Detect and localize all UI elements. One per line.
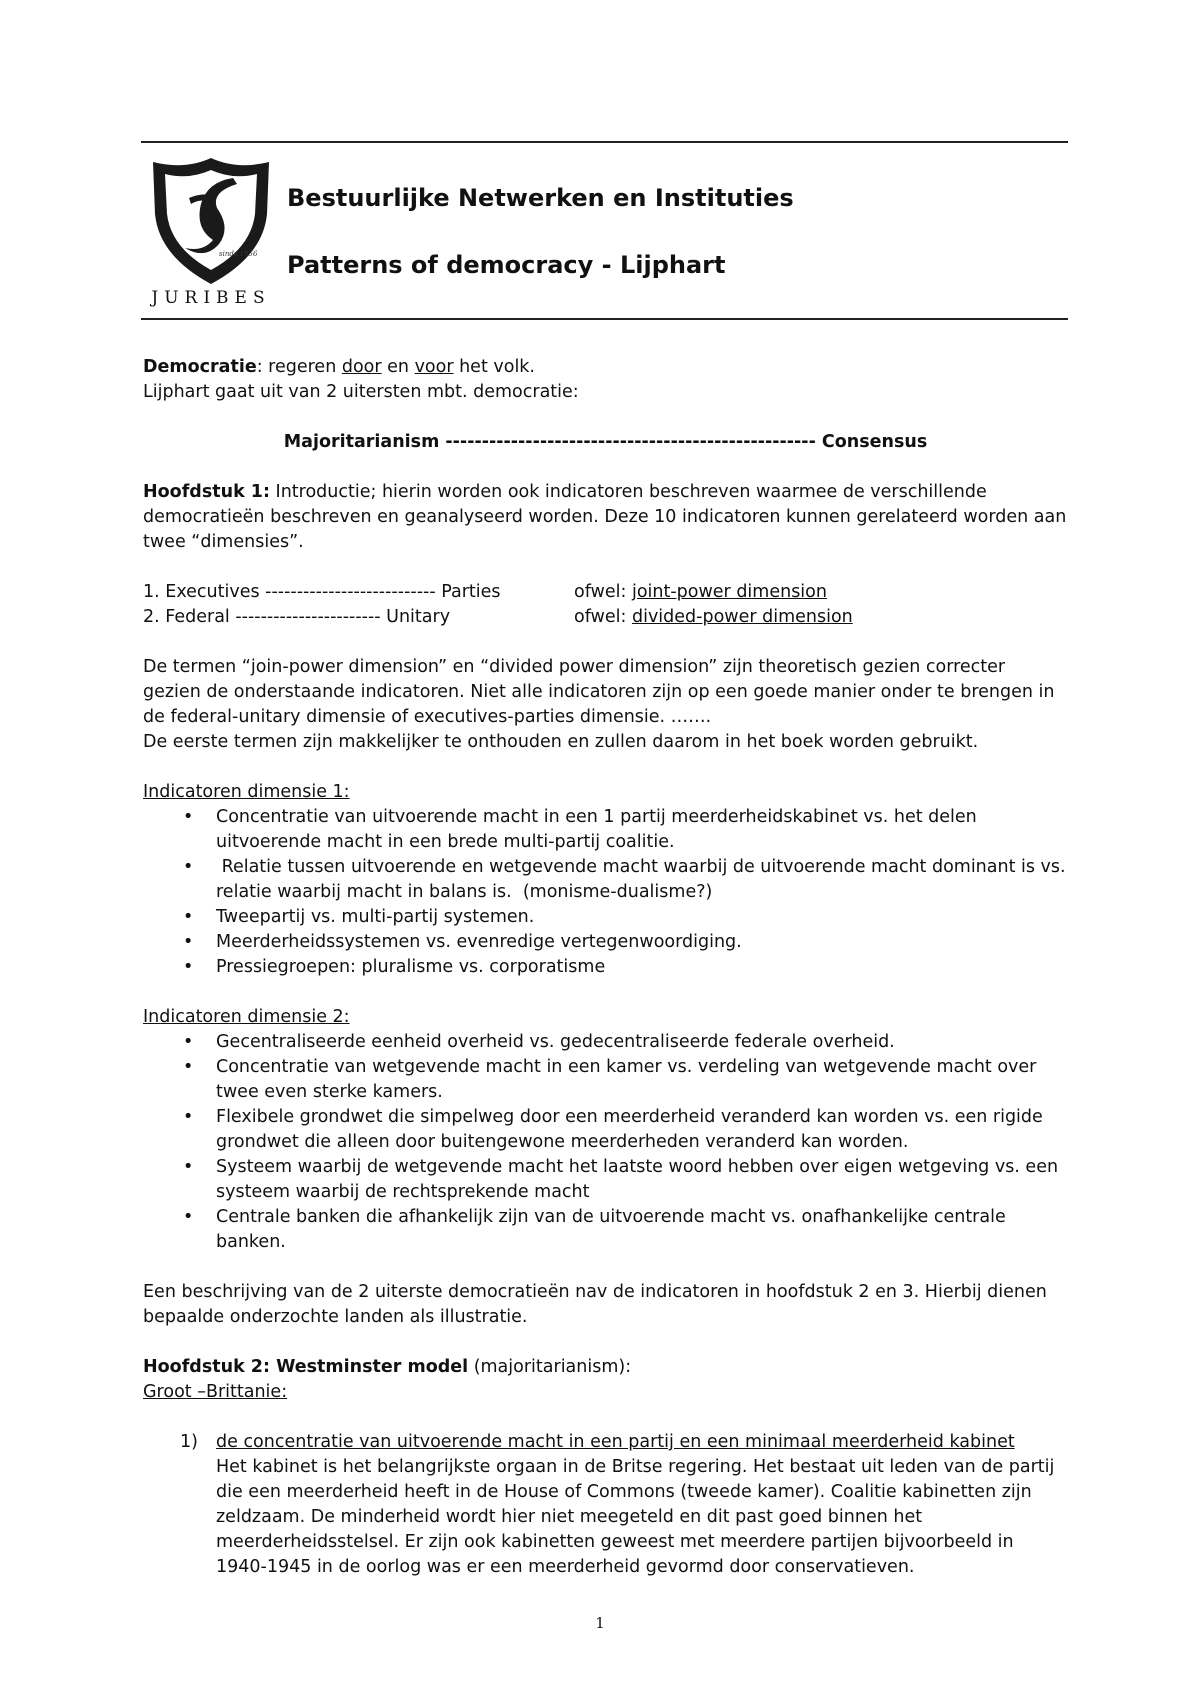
list-item: • Pressiegroepen: pluralisme vs. corporatisme xyxy=(143,955,1068,980)
bullet-icon: • xyxy=(183,1057,194,1077)
list-item: • Concentratie van wetgevende macht in een kamer vs. verdeling van wetgevende macht over twee even sterke kamers. xyxy=(183,1057,1037,1102)
list-item: • Centrale banken die afhankelijk zijn van de uitvoerende macht vs. onafhankelijke centrale banken. xyxy=(183,1207,1006,1252)
list-item: • Systeem waarbij de wetgevende macht het laatste woord hebben over eigen wetgeving vs. een systeem waarbij de rechtsprekende macht xyxy=(183,1157,1059,1202)
dimension-row-1: 1. Executives --------------------------- Parties ofwel: joint-power dimension xyxy=(143,582,827,602)
document-body xyxy=(143,355,1072,1580)
list-item: • Gecentraliseerde eenheid overheid vs. gedecentraliseerde federale overheid. xyxy=(143,1030,1068,1055)
list-item: • Concentratie van uitvoerende macht in een 1 partij meerderheidskabinet vs. het delen uitvoerende macht in een brede multi-partij coalitie. xyxy=(183,807,977,852)
document-subtitle: Patterns of democracy - Lijphart xyxy=(287,251,726,279)
list-item: • Flexibele grondwet die simpelweg door een meerderheid veranderd kan worden vs. een rigide grondwet die alleen door buitengewone meerderheden veranderd kan worden. xyxy=(183,1107,1043,1152)
list-item: • Relatie tussen uitvoerende en wetgevende macht waarbij de uitvoerende macht dominant is vs. relatie waarbij macht in balans is. (monisme-dualisme?) xyxy=(183,857,1072,902)
chapter-2-heading: Hoofdstuk 2: Westminster model (majoritarianism): xyxy=(143,1357,632,1377)
svg-text:JURIBES: JURIBES xyxy=(151,288,271,308)
item-number: 1) xyxy=(180,1432,198,1452)
dimension-row-2: 2. Federal ----------------------- Unitary ofwel: divided-power dimension xyxy=(143,607,853,627)
page-number: 1 xyxy=(595,1614,605,1632)
democracy-spectrum: Majoritarianism --------------------------------------------------- Consensus xyxy=(283,432,928,452)
divided-power-term: divided-power dimension xyxy=(631,607,853,627)
header-bottom-rule xyxy=(141,318,1068,320)
bullet-icon: • xyxy=(183,957,194,977)
bullet-icon: • xyxy=(183,1107,194,1127)
joint-power-term: joint-power dimension xyxy=(631,582,827,602)
indicators-2-heading: Indicatoren dimensie 2: xyxy=(143,1007,350,1027)
indicators-1-heading: Indicatoren dimensie 1: xyxy=(143,782,350,802)
democratie-definition: Democratie: regeren door en voor het volk. xyxy=(143,357,535,377)
list-item xyxy=(143,1430,1068,1580)
lijphart-intro: Lijphart gaat uit van 2 uitersten mbt. democratie: xyxy=(143,382,579,402)
document-title: Bestuurlijke Netwerken en Instituties xyxy=(287,184,794,212)
chapter-1-paragraph: Hoofdstuk 1: Introductie; hierin worden ook indicatoren beschreven waarmee de verschillende democratieën beschreven en geanalyseerd worden. Deze 10 indicatoren kunnen gerelateerd worden aan twee “dimensies”. xyxy=(143,482,1067,552)
bullet-icon: • xyxy=(183,1157,194,1177)
country-heading: Groot –Brittanie: xyxy=(143,1382,288,1402)
item-title: de concentratie van uitvoerende macht in een partij en een minimaal meerderheid kabinet xyxy=(216,1432,1015,1452)
terms-paragraph: De termen “join-power dimension” en “divided power dimension” zijn theoretisch gezien correcter gezien de onderstaande indicatoren. Niet alle indicatoren zijn op een goede manier onder te brengen in de federal-unitary dimensie of executives-parties dimensie. ……. xyxy=(143,657,1055,727)
terms-note: De eerste termen zijn makkelijker te onthouden en zullen daarom in het boek worden gebruikt. xyxy=(143,732,979,752)
bullet-icon: • xyxy=(183,1207,194,1227)
svg-text:sinds 1956: sinds 1956 xyxy=(219,250,258,258)
list-item: • Tweepartij vs. multi-partij systemen. xyxy=(143,905,1068,930)
header-top-rule xyxy=(141,141,1068,143)
juribes-logo xyxy=(145,152,277,308)
indicators-2-list xyxy=(143,1030,1068,1255)
bullet-icon: • xyxy=(183,1032,194,1052)
bullet-icon: • xyxy=(183,857,194,877)
indicators-1-list xyxy=(143,805,1072,980)
summary-paragraph: Een beschrijving van de 2 uiterste democratieën nav de indicatoren in hoofdstuk 2 en 3. Hierbij dienen bepaalde onderzochte landen als illustratie. xyxy=(143,1282,1047,1327)
bullet-icon: • xyxy=(183,932,194,952)
bullet-icon: • xyxy=(183,807,194,827)
item-text: Het kabinet is het belangrijkste orgaan in de Britse regering. Het bestaat uit leden van de partij die een meerderheid heeft in de House of Commons (tweede kamer). Coalitie kabinetten zijn zeldzaam. De minderheid wordt hier niet meegeteld en dit past goed binnen het meerderheidsstelsel. Er zijn ook kabinetten geweest met meerdere partijen bijvoorbeeld in 1940-1945 in de oorlog was er een meerderheid gevormd door conservatieven. xyxy=(216,1457,1055,1577)
chapter-1-heading: Hoofdstuk 1: xyxy=(143,482,270,502)
bullet-icon: • xyxy=(183,907,194,927)
list-item: • Meerderheidssystemen vs. evenredige vertegenwoordiging. xyxy=(143,930,1068,955)
